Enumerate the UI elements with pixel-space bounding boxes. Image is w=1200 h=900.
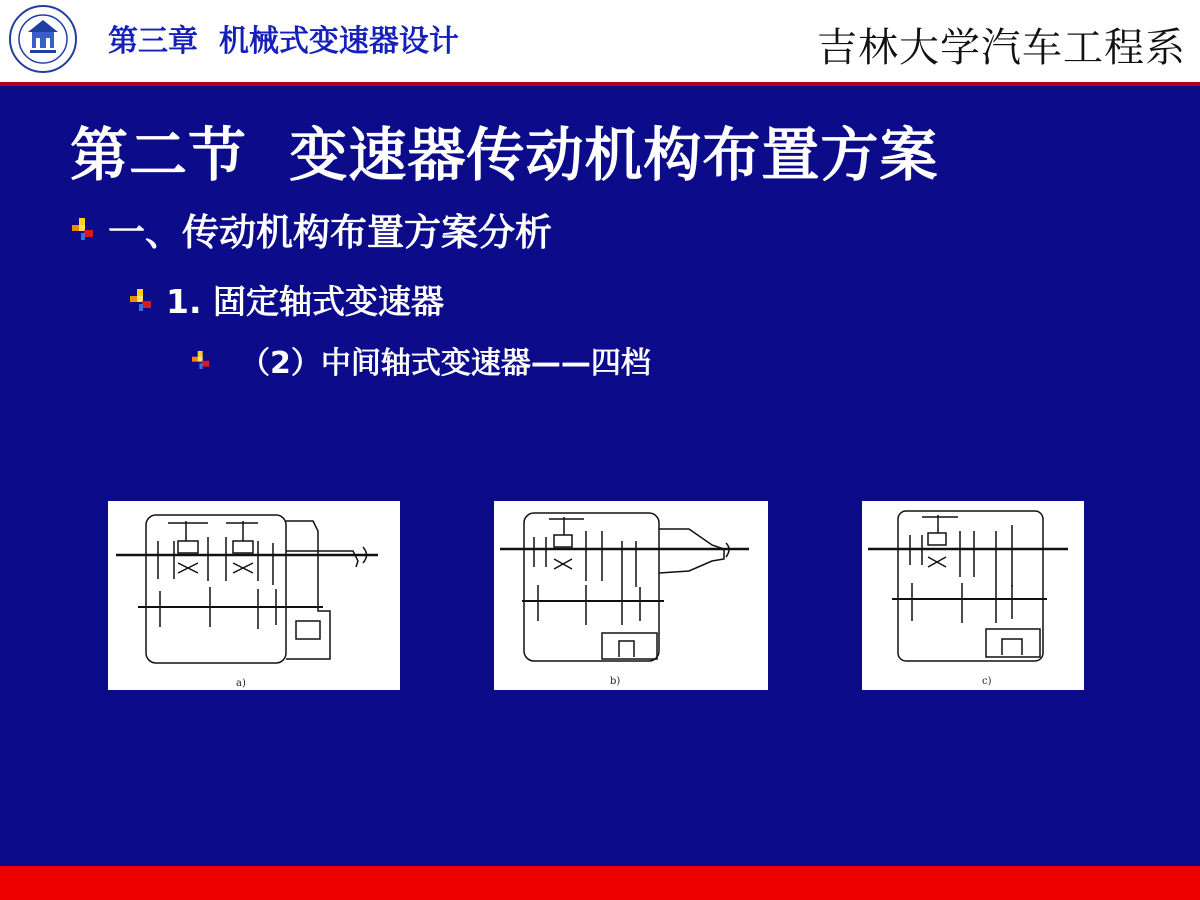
- figure-caption: c): [982, 676, 992, 687]
- gearbox-schematic: [108, 501, 400, 690]
- bullet-icon: [130, 289, 152, 311]
- header-divider: [0, 82, 1200, 86]
- bottom-bar: [0, 866, 1200, 900]
- gearbox-diagram-a: [108, 501, 400, 690]
- figure-caption: b): [610, 676, 621, 687]
- bullet-text: （2）中间轴式变速器——四档: [240, 346, 651, 381]
- gearbox-schematic: [862, 501, 1084, 690]
- section-title: 第二节 变速器传动机构布置方案: [70, 121, 939, 189]
- department-name: 吉林大学汽车工程系: [817, 25, 1186, 71]
- bullet-text: 一、传动机构布置方案分析: [108, 211, 552, 254]
- bullet-icon: [192, 351, 210, 369]
- bullet-level-2: [130, 276, 444, 323]
- bullet-level-3: [192, 338, 651, 382]
- university-logo: [8, 4, 78, 74]
- gearbox-diagram-c: [862, 501, 1084, 690]
- slide-header: [0, 0, 1200, 82]
- gearbox-diagram-b: [494, 501, 768, 690]
- bullet-level-1: [72, 202, 552, 256]
- gearbox-schematic: [494, 501, 768, 690]
- figure-caption: a): [236, 678, 246, 689]
- bullet-icon: [72, 218, 94, 240]
- chapter-title: 第三章 机械式变速器设计: [108, 24, 459, 59]
- bullet-text: 1. 固定轴式变速器: [166, 282, 444, 321]
